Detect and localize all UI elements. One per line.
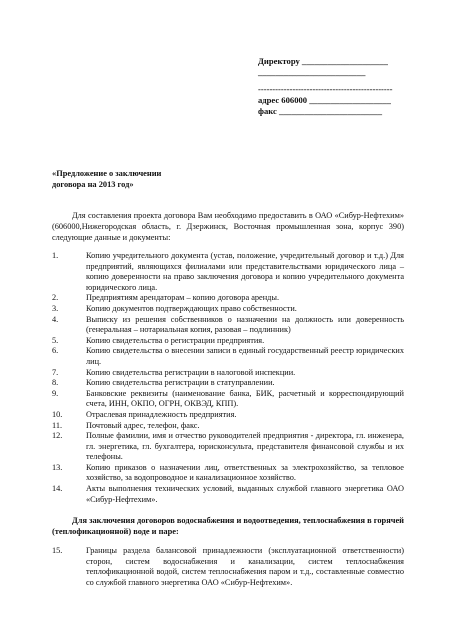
item-number: 7. [52, 367, 59, 377]
proposal-title-line: «Предложение о заключении [52, 169, 162, 178]
list-item [52, 304, 404, 315]
list-item [52, 421, 404, 432]
proposal-title [52, 168, 252, 190]
list-item [52, 389, 404, 410]
item-number: 15. [52, 546, 63, 555]
dashed-line: ----------------------------------------------- [258, 84, 393, 94]
fax-line: факс ________________________ [258, 106, 383, 116]
item-number: 5. [52, 335, 59, 345]
item-number: 11. [52, 420, 63, 430]
list-item [52, 336, 404, 347]
item-number: 1. [52, 251, 59, 260]
addressee-block [258, 56, 418, 117]
documents-list [52, 251, 404, 505]
item-number: 10. [52, 409, 63, 419]
item-text: Отраслевая принадлежность предприятия. [86, 409, 237, 419]
item-number: 8. [52, 378, 59, 388]
item-number: 4. [52, 314, 59, 324]
item-text: Почтовый адрес, телефон, факс. [86, 420, 200, 430]
list-item [52, 378, 404, 389]
item-number: 3. [52, 303, 59, 313]
list-item [52, 431, 404, 463]
address-line: адрес 606000 ___________________ [258, 95, 391, 105]
director-line: Директору ____________________ [258, 56, 388, 66]
list-item [52, 484, 404, 505]
item-number: 6. [52, 346, 59, 356]
intro-paragraph: Для составления проекта договора Вам необходимо предоставить в ОАО «Сибур-Нефтехим» (606000,Нижегородская область, г. Дзержинск, Восточная промышленная зона, корпус 390) следующие данные и документы: [52, 211, 404, 242]
proposal-title-line: договора на 2013 год» [52, 180, 134, 189]
list-item [52, 463, 404, 484]
item-text: Копию свидетельства регистрации в статуправлении. [86, 378, 275, 388]
item-text: Копию учредительного документа (устав, положение, учредительный договор и т.д.) Для предприятий, являющихся филиалами или представительствами юридического лица – копию доверенности на право заключения договора и копию учредительного документа юридического лица. [86, 251, 404, 292]
item-number: 14. [52, 484, 63, 494]
item-text: Копию документов подтверждающих право собственности. [86, 303, 297, 313]
item-text: Полные фамилии, имя и отчество руководителей предприятия - директора, гл. инженера, гл. энергетика, гл. бухгалтера, юрисконсульта, представителя финансовой службы и их телефоны. [86, 431, 404, 462]
item-text: Границы раздела балансовой принадлежности (эксплуатационной ответственности) сторон, систем водоснабжения и канализации, систем теплоснабжения теплофикационной водой, систем теплоснабжения паром и т.д., составленные совместно со службой главного энергетика ОАО «Сибур-Нефтехим». [86, 546, 404, 587]
item-text: Банковские реквизиты (наименование банка, БИК, расчетный и корреспондирующий счета, ИНН, ОКПО, ОГРН, ОКВЭД, КПП). [86, 388, 404, 409]
item-text: Копию свидетельства о внесении записи в единый государственный реестр юридических лиц. [86, 346, 404, 366]
list-item [52, 410, 404, 421]
list-item [52, 315, 404, 336]
item-number: 2. [52, 293, 59, 303]
water-heat-list [52, 546, 404, 588]
list-item [52, 251, 404, 293]
item-text: Копию свидетельства регистрации в налоговой инспекции. [86, 367, 296, 377]
list-item [52, 346, 404, 367]
item-number: 13. [52, 462, 63, 472]
item-number: 9. [52, 388, 59, 398]
item-text: Копию приказов о назначении лиц, ответственных за электрохозяйство, за тепловое хозяйство, за водопроводное и канализационное хозяйство. [86, 462, 404, 483]
item-number: 12. [52, 431, 63, 441]
list-item [52, 368, 404, 379]
item-text: Предприятиям арендаторам – копию договора аренды. [86, 293, 280, 303]
item-text: Акты выполнения технических условий, выданных службой главного энергетика ОАО «Сибур-Нефтехим». [86, 484, 404, 504]
item-text: Копию свидетельства о регистрации предприятия. [86, 335, 265, 345]
section-heading: Для заключения договоров водоснабжения и водоотведения, теплоснабжения в горячей (теплофикационной) воде и паре: [52, 516, 404, 536]
list-item [52, 546, 404, 588]
blank-line: _________________________ [258, 67, 366, 77]
item-text: Выписку из решения собственников о назначении на должность или доверенность (генеральная – нотариальная копия, разовая – подлинник) [86, 314, 404, 335]
list-item [52, 293, 404, 304]
